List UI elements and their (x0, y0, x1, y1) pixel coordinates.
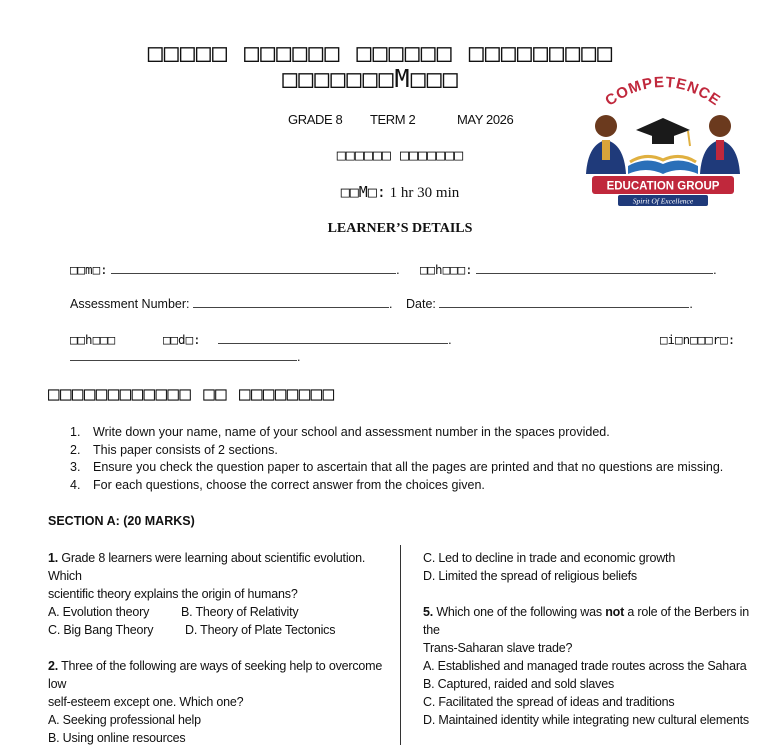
school-label: □□h□□□: (420, 262, 473, 277)
q1-number: 1. (48, 551, 59, 565)
q2-number: 2. (48, 659, 59, 673)
subject-title: □□□□□□ □□□□□□□ (336, 146, 464, 164)
signature-row (660, 332, 735, 347)
time-value: 1 hr 30 min (389, 185, 460, 201)
q5-option-a[interactable]: A. Established and managed trade routes across the Sahara (423, 659, 747, 673)
q2-option-a[interactable]: A. Seeking professional help (48, 713, 201, 727)
date-label: Date: (406, 297, 436, 311)
signature-label: □i□n□□□r□: (660, 332, 736, 347)
instruction-item: 3. Ensure you check the question paper to ascertain that all the pages are printed and that no questions are missing. (70, 460, 724, 475)
q5-option-d[interactable]: D. Maintained identity while integrating new cultural elements (423, 713, 749, 727)
q2-text-line1: Three of the following are ways of seeking help to overcome low (48, 659, 383, 691)
school-row: □□h□□□: . (420, 262, 717, 277)
svg-text:COMPETENCE (602, 74, 724, 110)
student-left-icon (586, 115, 626, 174)
assessment-number-label: Assessment Number: (70, 297, 190, 311)
q5-text-line2: Trans-Saharan slave trade? (423, 641, 573, 655)
q2-option-b[interactable]: B. Using online resources (48, 731, 186, 745)
logo-arc-text: COMPETENCE (602, 74, 724, 110)
code-row: □□d□: . (163, 332, 452, 347)
logo-banner-text: EDUCATION GROUP (606, 180, 720, 193)
instruction-item: 2. This paper consists of 2 sections. (70, 442, 278, 457)
name-row: □□m□: . (70, 262, 400, 277)
school-code-row (70, 332, 115, 347)
q1-option-b[interactable]: B. Theory of Relativity (181, 605, 299, 619)
instructions-heading: □□□□□□□□□□□□ □□ □□□□□□□□ (48, 383, 335, 405)
question-2 (48, 657, 393, 711)
competence-logo (578, 74, 748, 212)
q5-option-c[interactable]: C. Facilitated the spread of ideas and traditions (423, 695, 675, 709)
code-label: □□d□: (163, 332, 201, 347)
section-a-heading: SECTION A: (20 MARKS) (48, 514, 195, 528)
question-5: 5. Which one of the following was not a role of the Berbers in the Trans-Saharan slave trade? (423, 603, 753, 657)
assessment-number-input-line[interactable] (193, 297, 389, 308)
signature-line-row: . (70, 350, 300, 364)
school-input-line[interactable] (476, 263, 713, 274)
instruction-item: 1. Write down your name, name of your school and assessment number in the spaces provided. (70, 425, 610, 439)
question-1 (48, 549, 393, 603)
instruction-item: 4. For each questions, choose the correct answer from the choices given. (70, 478, 485, 493)
time-label: □□M□: (340, 183, 386, 201)
instructions-list (70, 424, 723, 495)
q5-option-b[interactable]: B. Captured, raided and sold slaves (423, 677, 615, 691)
date-row: Date: . (406, 297, 693, 311)
q1-option-d[interactable]: D. Theory of Plate Tectonics (185, 623, 336, 637)
name-label: □□m□: (70, 262, 108, 277)
q5-not-emphasis: not (605, 605, 625, 619)
q1-text-line1: Grade 8 learners were learning about scientific evolution. Which (48, 551, 366, 583)
date-input-line[interactable] (439, 297, 689, 308)
exam-title-line-1: □□□□□ □□□□□□ □□□□□□ □□□□□□□□□ (147, 38, 614, 67)
q4-option-d[interactable]: D. Limited the spread of religious beliefs (423, 569, 637, 583)
term-label: TERM 2 (370, 112, 416, 127)
q5-number: 5. (423, 605, 434, 619)
logo-tagline: Spirit Of Excellence (632, 196, 694, 206)
signature-input-line[interactable] (70, 350, 297, 361)
exam-title-line-2: □□□□□□□M□□□ (282, 64, 459, 93)
student-right-icon (700, 115, 740, 174)
school-code-label: □□h□□□ (70, 332, 116, 347)
name-input-line[interactable] (111, 263, 396, 274)
q1-option-a[interactable]: A. Evolution theory (48, 605, 150, 619)
column-divider (400, 545, 401, 745)
q2-text-line2: self-esteem except one. Which one? (48, 695, 244, 709)
assessment-row: Assessment Number: . (70, 297, 393, 311)
grade-label: GRADE 8 (288, 112, 343, 127)
learner-details-heading: LEARNER’S DETAILS (327, 221, 473, 236)
graduation-cap-icon (636, 118, 690, 146)
q1-text-line2: scientific theory explains the origin of humans? (48, 587, 298, 601)
code-input-line[interactable] (218, 333, 448, 344)
q1-option-c[interactable]: C. Big Bang Theory (48, 623, 154, 637)
q4-option-c[interactable]: C. Led to decline in trade and economic growth (423, 551, 676, 565)
exam-date: MAY 2026 (457, 112, 514, 127)
